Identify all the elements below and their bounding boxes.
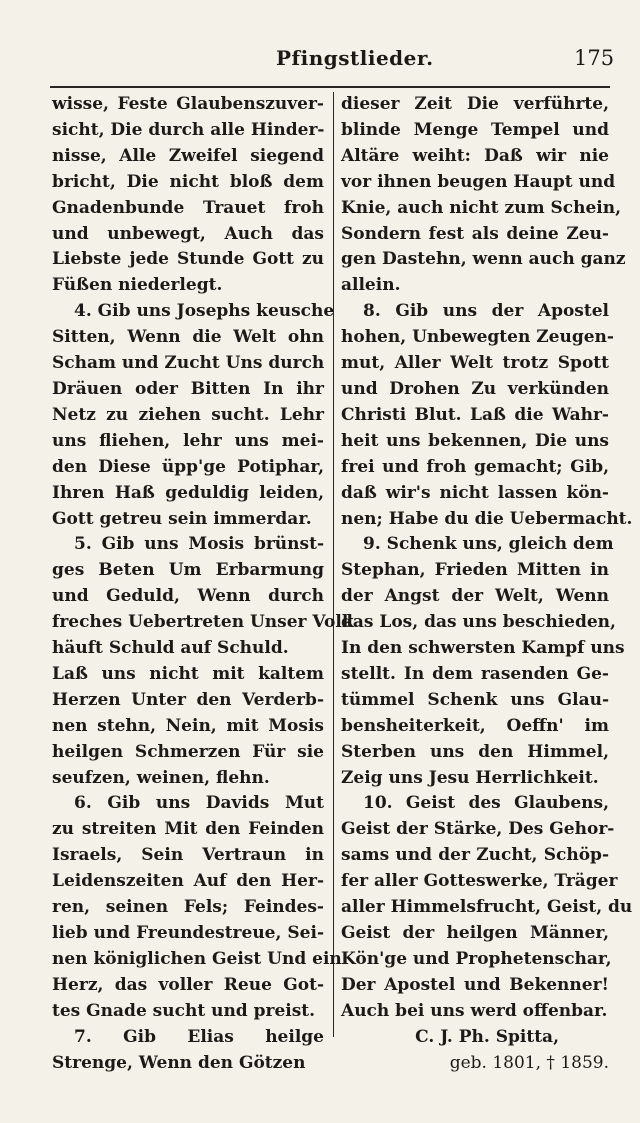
left-column-line: uns fliehen, lehr uns mei- [52, 430, 324, 451]
left-column-line: Netz zu ziehen sucht. Lehr [52, 404, 324, 425]
left-column-line: ren, seinen Fels; Feindes- [52, 897, 324, 918]
left-column-line: 4. Gib uns Josephs keusche [74, 301, 335, 322]
left-column-line: seufzen, weinen, flehn. [52, 767, 270, 788]
right-column-line: sams und der Zucht, Schöp- [341, 845, 609, 866]
right-column-line: bensheiterkeit, Oeffn' im [341, 715, 609, 736]
right-column-line: 10. Geist des Glaubens, [363, 793, 609, 814]
right-column-line: frei und froh gemacht; Gib, [341, 456, 609, 477]
page-header [0, 40, 640, 80]
left-column-line: ges Beten Um Erbarmung [52, 560, 324, 581]
right-column-line: hohen, Unbewegten Zeugen- [341, 327, 614, 348]
left-column-line: und Geduld, Wenn durch [52, 586, 324, 607]
left-column-line: Gott getreu sein immerdar. [52, 508, 312, 529]
right-column-line: daß wir's nicht lassen kön- [341, 482, 609, 503]
right-column-line: Auch bei uns werd offenbar. [341, 1000, 608, 1021]
attribution-author: C. J. Ph. Spitta, [415, 1026, 559, 1047]
right-column-line: vor ihnen beugen Haupt und [341, 171, 616, 192]
left-column-line: tes Gnade sucht und preist. [52, 1000, 316, 1021]
left-column-line: Israels, Sein Vertraun in [52, 845, 324, 866]
page-number: 175 [574, 46, 615, 70]
left-column-line: 6. Gib uns Davids Mut [74, 793, 324, 814]
right-column-line: Altäre weiht: Daß wir nie [341, 145, 609, 166]
left-column-line: Liebste jede Stunde Gott zu [52, 249, 324, 270]
right-column-line: 9. Schenk uns, gleich dem [363, 534, 614, 555]
left-column [52, 92, 354, 1076]
left-column-line: heilgen Schmerzen Für sie [52, 741, 324, 762]
right-column-line: Knie, auch nicht zum Schein, [341, 197, 622, 218]
left-column-line: Herz, das voller Reue Got- [52, 974, 324, 995]
left-column-line: 5. Gib uns Mosis brünst- [74, 534, 324, 555]
right-column-line: 8. Gib uns der Apostel [363, 301, 609, 322]
right-column-line: Geist der Stärke, Des Gehor- [341, 819, 615, 840]
right-column-line: Kön'ge und Prophetenschar, [341, 948, 612, 969]
left-column-line: lieb und Freundestreue, Sei- [52, 923, 324, 943]
right-column-line: Geist der heilgen Männer, [341, 923, 609, 943]
right-column-line: der Angst der Welt, Wenn [341, 586, 609, 607]
left-column-line: Strenge, Wenn den Götzen [52, 1052, 306, 1073]
right-column-line: Der Apostel und Bekenner! [341, 974, 609, 995]
left-column-line: freches Uebertreten Unser Volk [52, 612, 354, 633]
right-column-line: tümmel Schenk uns Glau- [341, 689, 609, 710]
left-column-line: Leidenszeiten Auf den Her- [52, 871, 324, 892]
right-column-line: stellt. In dem rasenden Ge- [341, 663, 609, 684]
right-column [341, 92, 633, 1076]
left-column-line: Gnadenbunde Trauet froh [52, 197, 324, 218]
running-title: Pfingstlieder. [276, 46, 434, 70]
right-column-line: blinde Menge Tempel und [341, 119, 609, 140]
right-column-line: aller Himmelsfrucht, Geist, du [341, 897, 633, 918]
header-rule [50, 86, 610, 88]
left-column-line: wisse, Feste Glaubenszuver- [52, 94, 324, 114]
attribution-dates: geb. 1801, † 1859. [449, 1052, 609, 1073]
right-column-line: Stephan, Frieden Mitten in [341, 560, 609, 581]
right-column-line: und Drohen Zu verkünden [341, 378, 609, 399]
right-column-line: In den schwersten Kampf uns [341, 638, 625, 659]
left-column-line: Sitten, Wenn die Welt ohn [52, 327, 324, 348]
left-column-line: Dräuen oder Bitten In ihr [52, 378, 324, 399]
right-column-line: Sterben uns den Himmel, [341, 741, 609, 762]
left-column-line: Ihren Haß geduldig leiden, [52, 482, 324, 503]
right-column-line: gen Dastehn, wenn auch ganz [341, 249, 626, 270]
right-column-line: Sondern fest als deine Zeu- [341, 223, 609, 244]
right-column-line: Zeig uns Jesu Herrlichkeit. [341, 767, 599, 788]
left-column-line: sicht, Die durch alle Hinder- [52, 119, 325, 140]
left-column-line: 7. Gib Elias heilge [74, 1026, 324, 1047]
right-column-line: dieser Zeit Die verführte, [341, 94, 609, 114]
left-column-line: nisse, Alle Zweifel siegend [52, 145, 324, 166]
right-column-line: nen; Habe du die Uebermacht. [341, 508, 633, 529]
left-column-line: zu streiten Mit den Feinden [52, 819, 324, 840]
left-column-line: Herzen Unter den Verderb- [52, 689, 324, 710]
left-column-line: und unbewegt, Auch das [52, 223, 324, 244]
left-column-line: Füßen niederlegt. [52, 275, 223, 296]
left-column-line: Scham und Zucht Uns durch [52, 353, 325, 374]
right-column-line: allein. [341, 275, 401, 296]
column-divider [333, 92, 334, 1037]
left-column-line: bricht, Die nicht bloß dem [52, 171, 324, 192]
left-column-line: nen königlichen Geist Und ein [52, 948, 342, 969]
right-column-line: heit uns bekennen, Die uns [341, 430, 609, 451]
right-column-line: das Los, das uns beschieden, [341, 612, 616, 633]
left-column-line: Laß uns nicht mit kaltem [52, 663, 324, 684]
right-column-line: fer aller Gotteswerke, Träger [341, 871, 618, 892]
right-column-line: Christi Blut. Laß die Wahr- [341, 404, 609, 425]
right-column-line: mut, Aller Welt trotz Spott [341, 353, 609, 374]
left-column-line: häuft Schuld auf Schuld. [52, 638, 289, 659]
left-column-line: nen stehn, Nein, mit Mosis [52, 715, 324, 736]
left-column-line: den Diese üpp'ge Potiphar, [52, 456, 324, 477]
